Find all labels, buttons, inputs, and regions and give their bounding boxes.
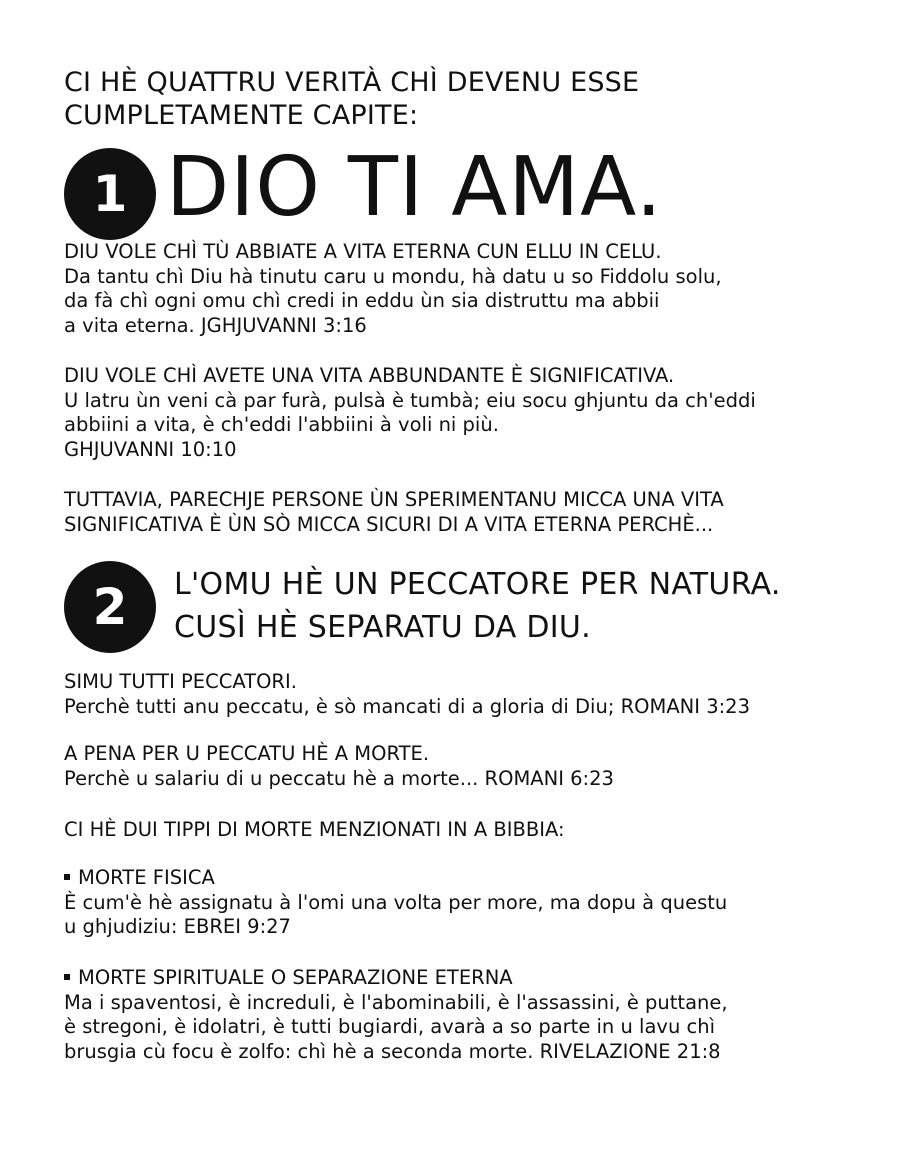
bullet-icon xyxy=(64,874,70,880)
truth-1-paragraph-2 xyxy=(64,364,854,462)
bullet-icon xyxy=(64,974,70,980)
text-line: u ghjudiziu: EBREI 9:27 xyxy=(64,915,291,938)
bullet-title: MORTE SPIRITUALE O SEPARAZIONE ETERNA xyxy=(78,966,513,989)
text-line: È cum'è hè assignatu à l'omi una volta per more, ma dopu à questu xyxy=(64,890,728,914)
text-line: CI HÈ DUI TIPPI DI MORTE MENZIONATI IN A BIBBIA: xyxy=(64,818,565,841)
intro-line: CI HÈ QUATTRU VERITÀ CHÌ DEVENU ESSE xyxy=(64,67,640,98)
text-line: GHJUVANNI 10:10 xyxy=(64,437,237,461)
heading-line: CUSÌ HÈ SEPARATU DA DIU. xyxy=(174,610,591,645)
text-line: DIU VOLE CHÌ TÙ ABBIATE A VITA ETERNA CUN ELLU IN CELU. xyxy=(64,240,662,263)
text-line: Perchè u salariu di u peccatu hè a morte... ROMANI 6:23 xyxy=(64,766,614,790)
text-line: SIGNIFICATIVA È ÙN SÒ MICCA SICURI DI A VITA ETERNA PERCHÈ... xyxy=(64,512,714,536)
text-line: SIMU TUTTI PECCATORI. xyxy=(64,670,297,693)
text-line: brusgia cù focu è zolfo: chì hè a seconda morte. RIVELAZIONE 21:8 xyxy=(64,1039,721,1063)
number-badge-1: 1 xyxy=(64,148,156,240)
truth-2-paragraph-3 xyxy=(64,818,854,843)
intro-line: CUMPLETAMENTE CAPITE: xyxy=(64,100,419,131)
truth-2-paragraph-1 xyxy=(64,670,854,719)
text-line: Da tantu chì Diu hà tinutu caru u mondu, hà datu u so Fiddolu solu, xyxy=(64,264,722,288)
bullet-item-physical-death xyxy=(64,866,854,940)
text-line: Ma i spaventosi, è increduli, è l'abominabili, è l'assassini, è puttane, xyxy=(64,990,728,1014)
text-line: DIU VOLE CHÌ AVETE UNA VITA ABBUNDANTE È SIGNIFICATIVA. xyxy=(64,364,675,387)
truth-1-paragraph-3 xyxy=(64,488,854,537)
truth-2-heading xyxy=(174,563,781,649)
truth-1-paragraph-1 xyxy=(64,240,854,338)
text-line: è stregoni, è idolatri, è tutti bugiardi, avarà a so parte in u lavu chì xyxy=(64,1015,716,1038)
number-badge-2: 2 xyxy=(64,561,156,653)
text-line: A PENA PER U PECCATU HÈ A MORTE. xyxy=(64,742,430,765)
text-line: a vita eterna. JGHJUVANNI 3:16 xyxy=(64,313,367,337)
bullet-title-line xyxy=(64,966,854,991)
bullet-item-spiritual-death xyxy=(64,966,854,1064)
truth-2-paragraph-2 xyxy=(64,742,854,791)
text-line: TUTTAVIA, PARECHJE PERSONE ÙN SPERIMENTANU MICCA UNA VITA xyxy=(64,488,724,511)
truth-1-heading: DIO TI AMA. xyxy=(166,140,663,235)
bullet-title-line xyxy=(64,866,854,891)
text-line: U latru ùn veni cà par furà, pulsà è tumbà; eiu socu ghjuntu da ch'eddi xyxy=(64,388,756,412)
text-line: abbiini a vita, è ch'eddi l'abbiini à voli ni più. xyxy=(64,413,499,436)
text-line: Perchè tutti anu peccatu, è sò mancati di a gloria di Diu; ROMANI 3:23 xyxy=(64,694,750,718)
text-line: da fà chì ogni omu chì credi in eddu ùn sia distruttu ma abbii xyxy=(64,289,660,312)
bullet-title: MORTE FISICA xyxy=(78,866,215,889)
intro-heading xyxy=(64,66,864,132)
heading-line: L'OMU HÈ UN PECCATORE PER NATURA. xyxy=(174,567,781,602)
